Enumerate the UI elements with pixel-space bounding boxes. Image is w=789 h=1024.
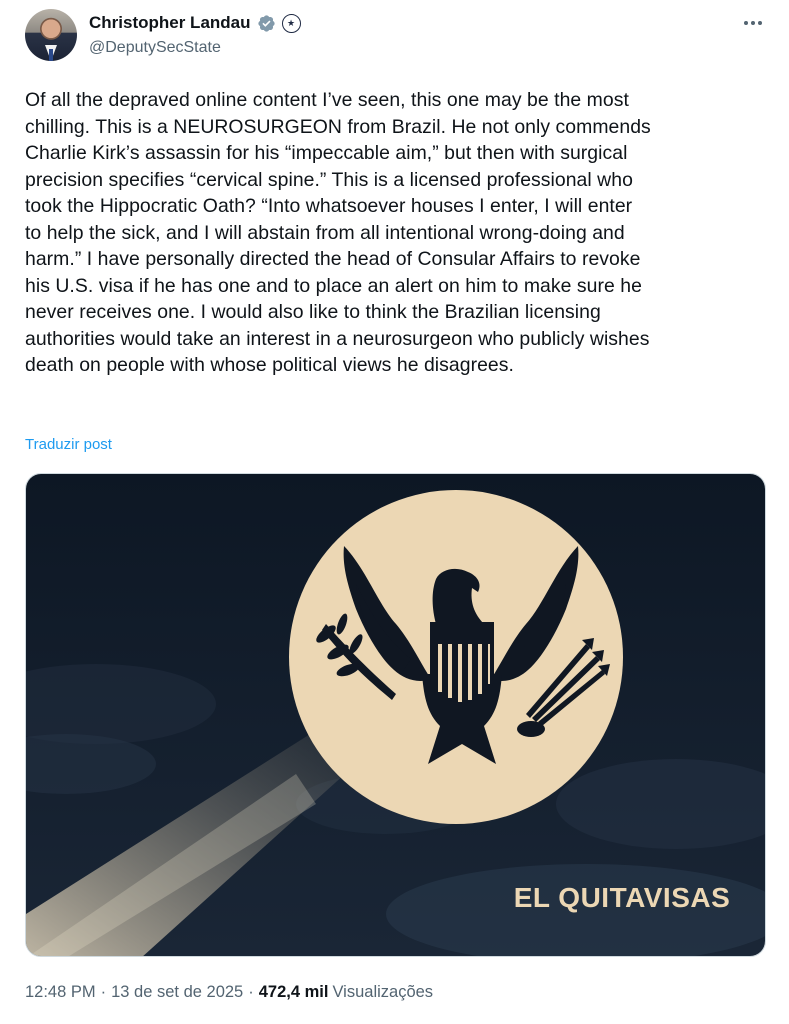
views-label: Visualizações <box>332 983 434 1001</box>
post-text <box>25 87 775 379</box>
eagle-searchlight-illustration <box>26 474 766 957</box>
media-caption: EL QUITAVISAS <box>513 882 731 913</box>
post-text-line: his U.S. visa if he has one and to place an alert on him to make sure he <box>25 274 642 297</box>
post-media-image[interactable] <box>25 473 766 957</box>
avatar[interactable] <box>25 9 77 61</box>
post-text-line: death on people with whose political views he disagrees. <box>25 354 514 376</box>
post-meta <box>25 983 433 1002</box>
author-name-row <box>89 12 301 34</box>
post-text-line: authorities would take an interest in a neurosurgeon who publicly wishes <box>25 327 650 350</box>
views-count[interactable]: 472,4 mil <box>258 983 329 1001</box>
more-options-icon[interactable] <box>740 16 766 30</box>
post-date[interactable]: 13 de set de 2025 <box>111 983 244 1001</box>
verified-badge-icon[interactable] <box>257 14 276 33</box>
author-display-name[interactable]: Christopher Landau <box>89 13 251 32</box>
meta-separator: · <box>248 983 254 1001</box>
post-time[interactable]: 12:48 PM <box>25 983 96 1001</box>
post-text-line: precision specifies “cervical spine.” This is a licensed professional who <box>25 168 633 191</box>
post-text-line: harm.” I have personally directed the head of Consular Affairs to revoke <box>25 248 641 270</box>
post-text-line: chilling. This is a NEUROSURGEON from Brazil. He not only commends <box>25 115 651 138</box>
meta-separator: · <box>100 983 107 1001</box>
avatar-tie <box>49 49 53 61</box>
post-text-line: never receives one. I would also like to think the Brazilian licensing <box>25 301 601 323</box>
post-text-line: Of all the depraved online content I’ve seen, this one may be the most <box>25 89 629 111</box>
state-department-seal-icon[interactable]: ★ <box>282 14 301 33</box>
post-text-line: to help the sick, and I will abstain from all intentional wrong-doing and <box>25 221 625 244</box>
post-text-line: took the Hippocratic Oath? “Into whatsoever houses I enter, I will enter <box>25 195 633 217</box>
translate-post-link[interactable]: Traduzir post <box>25 436 112 453</box>
post-text-line: Charlie Kirk’s assassin for his “impeccable aim,” but then with surgical <box>25 142 628 164</box>
author-handle[interactable]: @DeputySecState <box>89 39 221 56</box>
